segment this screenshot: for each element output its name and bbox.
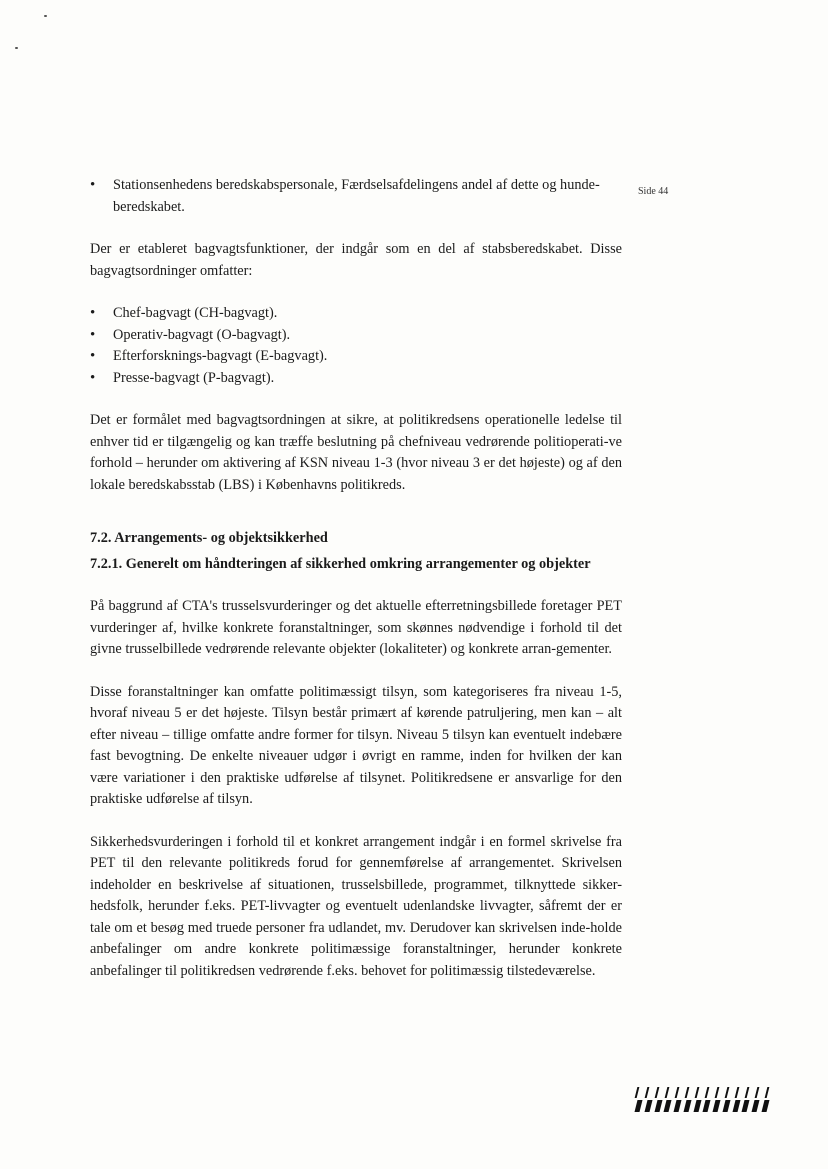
scan-speck [15,47,18,49]
paragraph: Disse foranstaltninger kan omfatte politimæssigt tilsyn, som kategoriseres fra niveau 1-5, hvoraf niveau 5 er det højeste. Tilsyn består primært af kørende patruljering, men kan – alt efter niveau – tillige omfatte andre former for tilsyn. Niveau 5 tilsyn kan eventuelt indebære fast bevogtning. De enkelte niveauer udgør i øvrigt en ramme, inden for hvilken der kan være variationer i den praktiske udførelse af tilsynet. Politikredsene er ansvarlige for den praktiske udførelse af tilsyn. [90,683,622,807]
section-heading: 7.2. Arrangements- og objektsikkerhed [90,530,328,546]
list-item: • Efterforsknings-bagvagt (E-bagvagt). [90,346,622,368]
intro-bullet-list [90,175,622,218]
list-item: • Operativ-bagvagt (O-bagvagt). [90,325,622,347]
paragraph: På baggrund af CTA's trusselsvurderinger og det aktuelle efterretningsbillede foretager PET vurderinger af, hvilke konkrete foranstaltninger, som skønnes nødvendige i forhold til det givne trusselbillede vedrørende relevante objekter (lokaliteter) og konkrete arran-gementer. [90,598,622,657]
subsection-heading: 7.2.1. Generelt om håndteringen af sikkerhed omkring arrangementer og objekter [90,555,591,572]
bagvagt-list [90,303,622,389]
list-item: • Presse-bagvagt (P-bagvagt). [90,368,622,390]
scan-speck [44,15,47,17]
paragraph: Sikkerhedsvurderingen i forhold til et konkret arrangement indgår i en formel skrivelse fra PET til den relevante politikreds forud for gennemførelse af arrangementet. Skrivelsen indeholder en beskrivelse af situationen, trusselsbillede, programmet, tilknyttede sikker-hedsfolk, herunder f.eks. PET-livvagter og eventuelt udenlandske livvagter, såfremt der er tale om et besøg med truede personer fra udlandet, mv. Derudover kan skrivelsen inde-holde anbefalinger om andre konkrete politimæssige foranstaltninger, herunder konkrete anbefalinger til politikredsen vedrørende f.eks. behovet for politimæssig tilstedeværelse. [90,833,622,979]
paragraph-bagvagt: Der er etableret bagvagtsfunktioner, der indgår som en del af stabsberedskabet. Disse bagvagtsordninger omfatter: [90,241,622,279]
paragraph-formaal: Det er formålet med bagvagtsordningen at sikre, at politikredsens operationelle ledelse til enhver tid er tilgængelig og kan træffe beslutning på chefniveau vedrørende politioperati-ve forhold – herunder om aktivering af KSN niveau 1-3 (hvor niveau 3 er det højeste) og af den lokale beredskabsstab (LBS) i Københavns politikreds. [90,412,622,493]
barcode-row-thick [636,1100,768,1112]
list-item: • Chef-bagvagt (CH-bagvagt). [90,303,622,325]
page-number: Side 44 [638,186,669,197]
barcode-row-thin [636,1087,768,1098]
document-body [90,175,622,1003]
list-item: • Stationsenhedens beredskabspersonale, Færdselsafdelingens andel af dette og hunde-beredskabet. [90,175,622,218]
barcode-mark [636,1087,768,1112]
